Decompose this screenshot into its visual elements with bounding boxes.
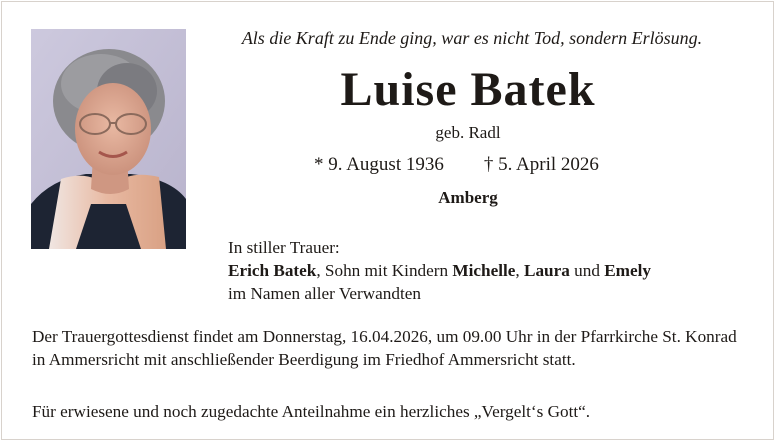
life-dates	[314, 154, 599, 176]
thanks-note: Für erwiesene und noch zugedachte Anteilnahme ein herzliches „Vergelt‘s Gott“.	[32, 402, 591, 421]
mourner-name: Erich Batek	[228, 261, 317, 280]
funeral-info: Der Trauergottesdienst findet am Donnerstag, 16.04.2026, um 09.00 Uhr in der Pfarrkirche St. Konrad in Ammersricht mit anschließender Beerdigung im Friedhof Ammersricht statt.	[32, 327, 737, 369]
mourners-heading: In stiller Trauer:	[228, 238, 340, 257]
motto: Als die Kraft zu Ende ging, war es nicht Tod, sondern Erlösung.	[241, 28, 703, 48]
mourner-name: Michelle	[452, 261, 516, 280]
birth-date: * 9. August 1936	[314, 154, 444, 175]
mourner-name: Emely	[604, 261, 651, 280]
mourner-relation: , Sohn mit Kindern	[316, 261, 453, 280]
portrait-photo	[31, 29, 186, 249]
mourners-block	[228, 236, 651, 305]
separator: ,	[515, 261, 524, 280]
obituary-notice	[1, 1, 774, 440]
death-date: † 5. April 2026	[483, 154, 599, 175]
deceased-name: Luise Batek	[340, 63, 596, 116]
conjunction: und	[569, 261, 605, 280]
hometown: Amberg	[438, 188, 498, 207]
maiden-name: geb. Radl	[435, 123, 501, 142]
mourners-relatives: im Namen aller Verwandten	[228, 284, 421, 303]
mourner-name: Laura	[524, 261, 570, 280]
mourners-line	[228, 259, 651, 282]
